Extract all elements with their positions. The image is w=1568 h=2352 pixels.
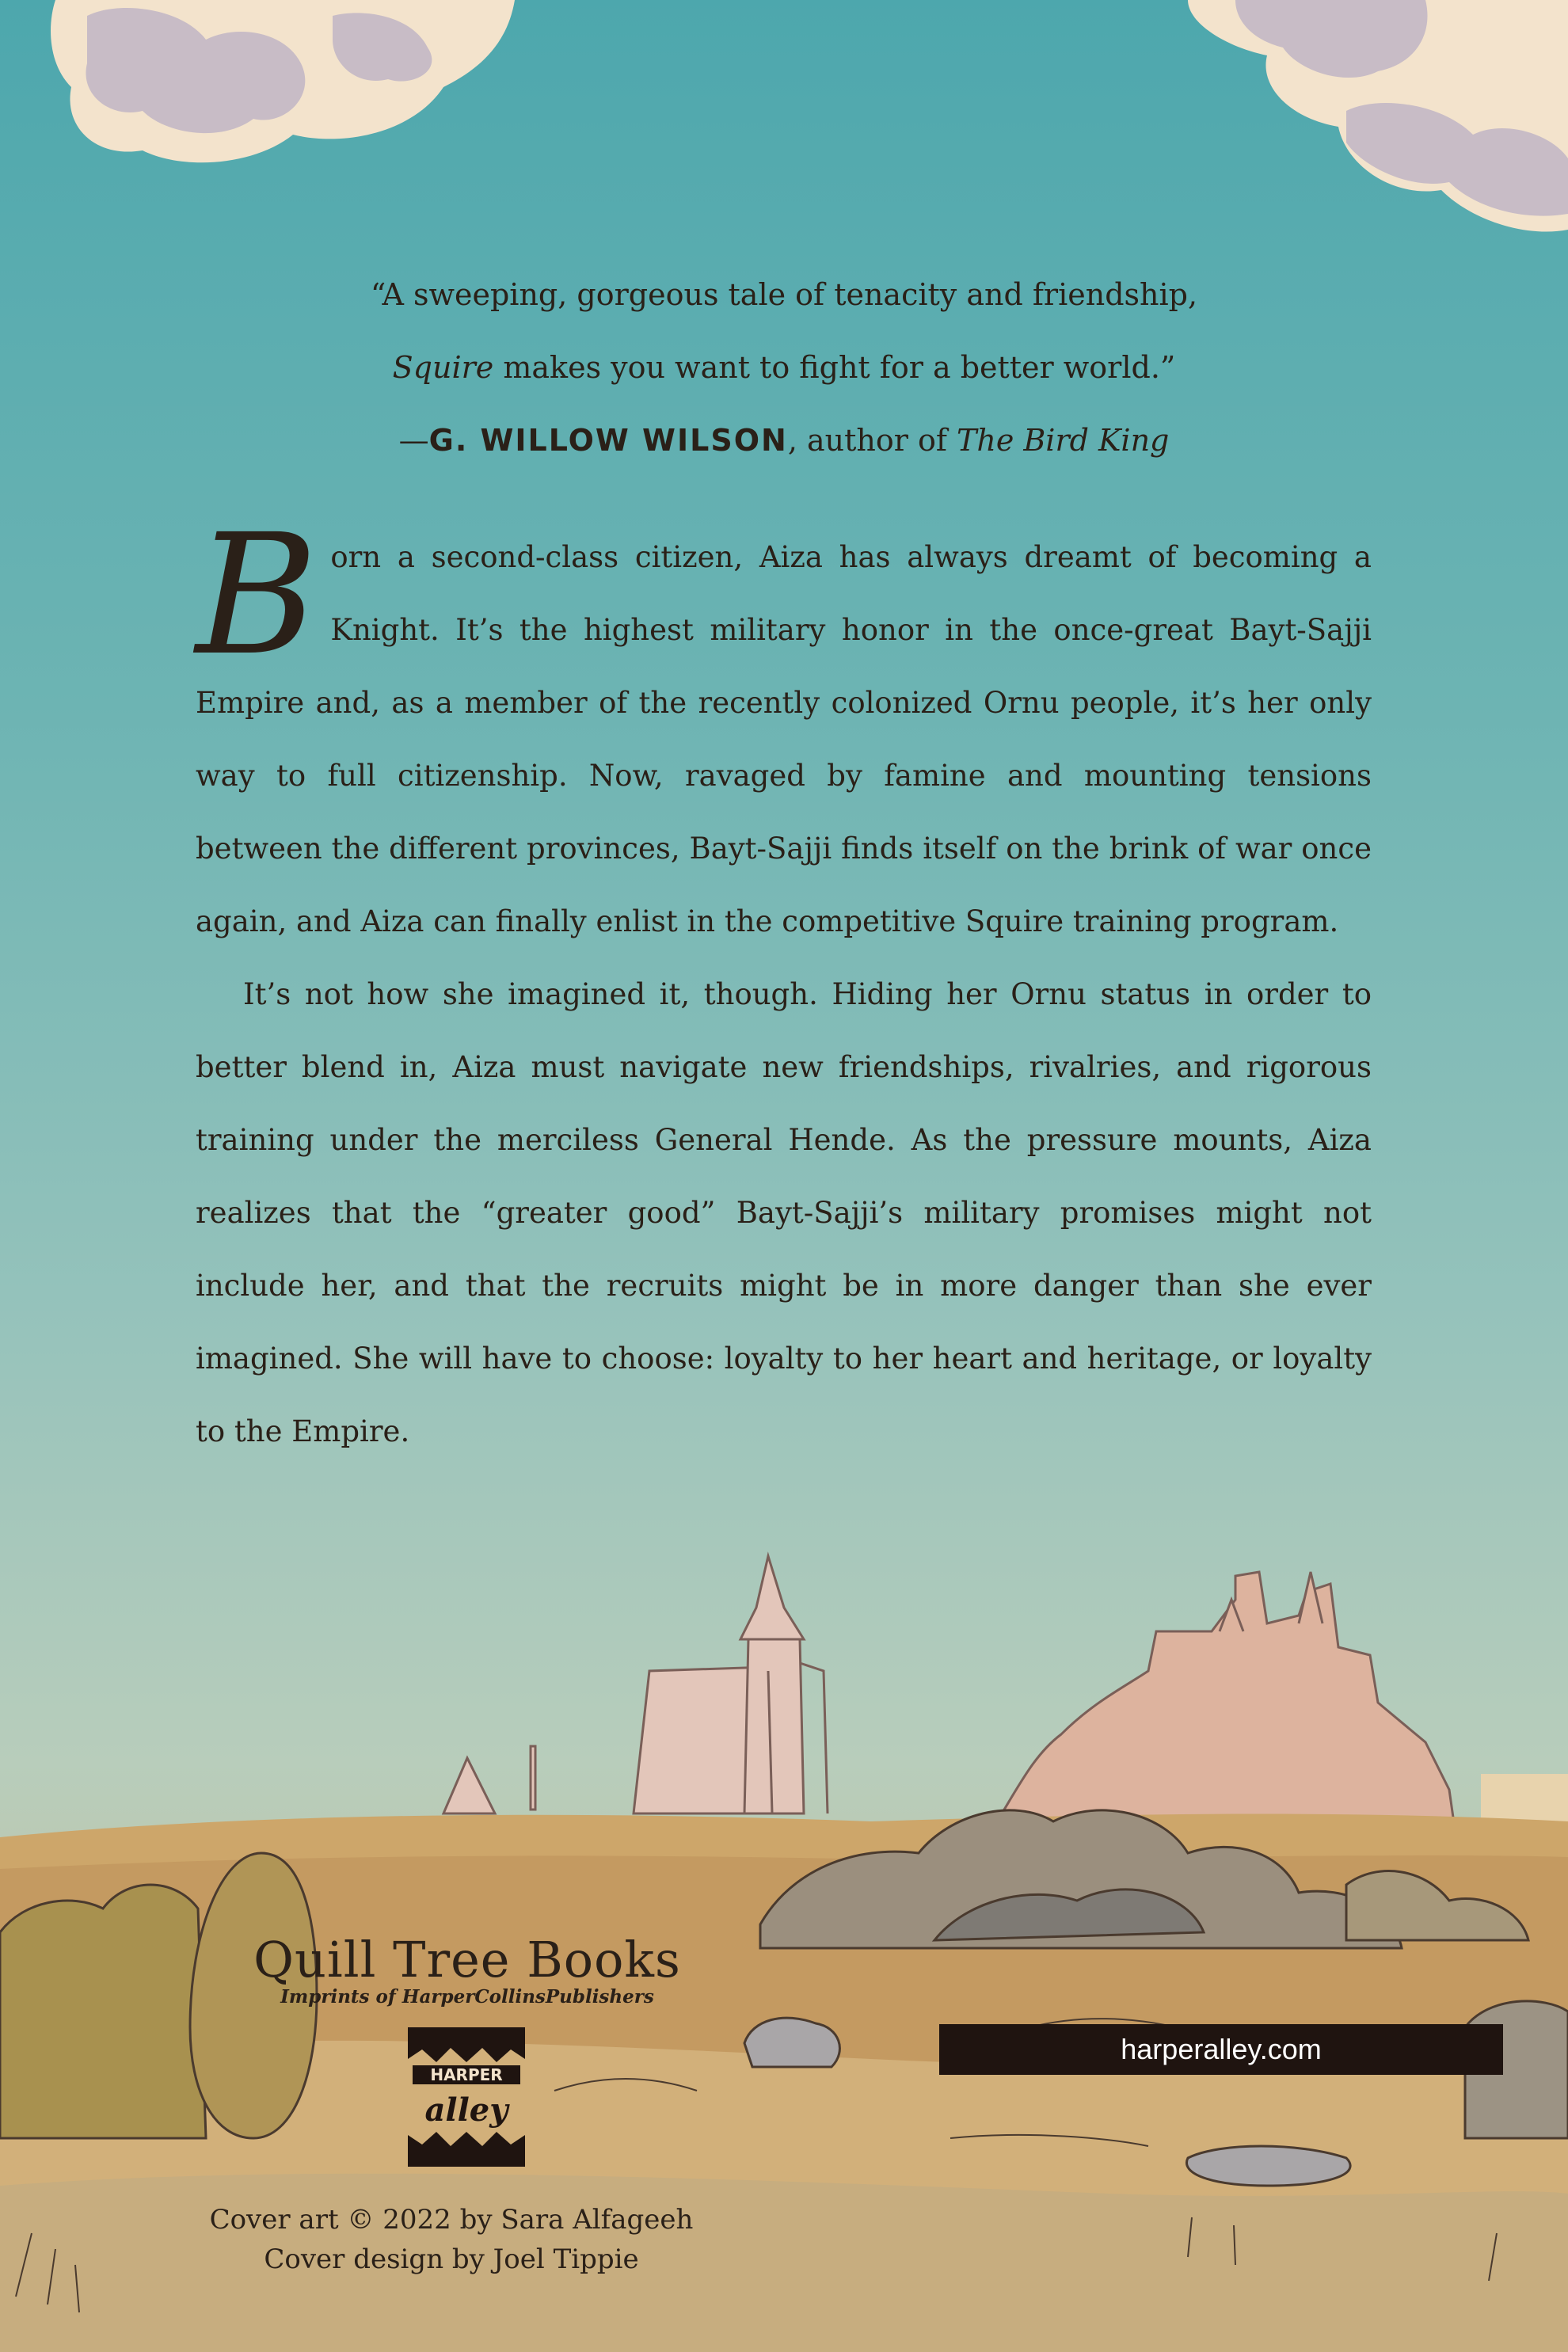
cloud-top-left bbox=[51, 0, 515, 162]
publisher-subtitle: Imprints of HarperCollinsPublishers bbox=[280, 1986, 654, 2008]
quote-author-book: The Bird King bbox=[957, 423, 1170, 458]
website-link[interactable]: harperalley.com bbox=[939, 2024, 1503, 2075]
quote-author-suffix: , author of bbox=[787, 423, 957, 458]
logo-line-2: alley bbox=[424, 2091, 508, 2129]
description-paragraph-1-text: orn a second-class citizen, Aiza has always dreamt of becoming a Knight. It’s the highest military honor in the once-great Bayt-Sajji Empire and, as a member of the recently colonized Ornu people, it’s her only way to full citizenship. Now, ravaged by famine and mounting tensions between the different provinces, Bayt-Sajji finds itself on the brink of war once again, and Aiza can finally enlist in the competitive Squire training program. bbox=[196, 540, 1372, 938]
cover-art-credit: Cover art © 2022 by Sara Alfageeh bbox=[209, 2204, 694, 2236]
cover-credits bbox=[198, 2200, 705, 2279]
quote-author: G. WILLOW WILSON bbox=[428, 423, 788, 458]
cloud-top-right bbox=[1188, 0, 1568, 232]
drop-cap: B bbox=[196, 498, 318, 692]
quote-line-2 bbox=[0, 331, 1568, 404]
quote-dash: — bbox=[398, 423, 429, 458]
quote-attribution bbox=[0, 404, 1568, 477]
endorsement-quote bbox=[0, 258, 1568, 477]
quote-book-title: Squire bbox=[392, 350, 494, 385]
description-paragraph-2: It’s not how she imagined it, though. Hiding her Ornu status in order to better blend in, Aiza must navigate new friendships, rivalries, and rigorous training under the merciless General Hende. As the pressure mounts, Aiza realizes that the “greater good” Bayt-Sajji’s military promises might not include her, and that the recruits might be in more danger than she ever imagined. She will have to choose: loyalty to her heart and heritage, or loyalty to the Empire. bbox=[196, 977, 1372, 1448]
publisher-name: Quill Tree Books bbox=[253, 1931, 681, 1989]
publisher-block bbox=[238, 1932, 697, 2008]
cover-design-credit: Cover design by Joel Tippie bbox=[264, 2244, 639, 2275]
quote-line-2-text: makes you want to fight for a better world.” bbox=[493, 350, 1176, 385]
hill-castle bbox=[982, 1572, 1457, 1845]
quote-line-1: “A sweeping, gorgeous tale of tenacity and friendship, bbox=[370, 277, 1198, 312]
logo-line-1: HARPER bbox=[430, 2065, 503, 2084]
distant-buildings bbox=[443, 1556, 828, 1813]
book-description bbox=[196, 498, 1372, 1468]
description-paragraph-1 bbox=[196, 498, 1372, 958]
harper-alley-logo-icon bbox=[408, 2027, 525, 2167]
